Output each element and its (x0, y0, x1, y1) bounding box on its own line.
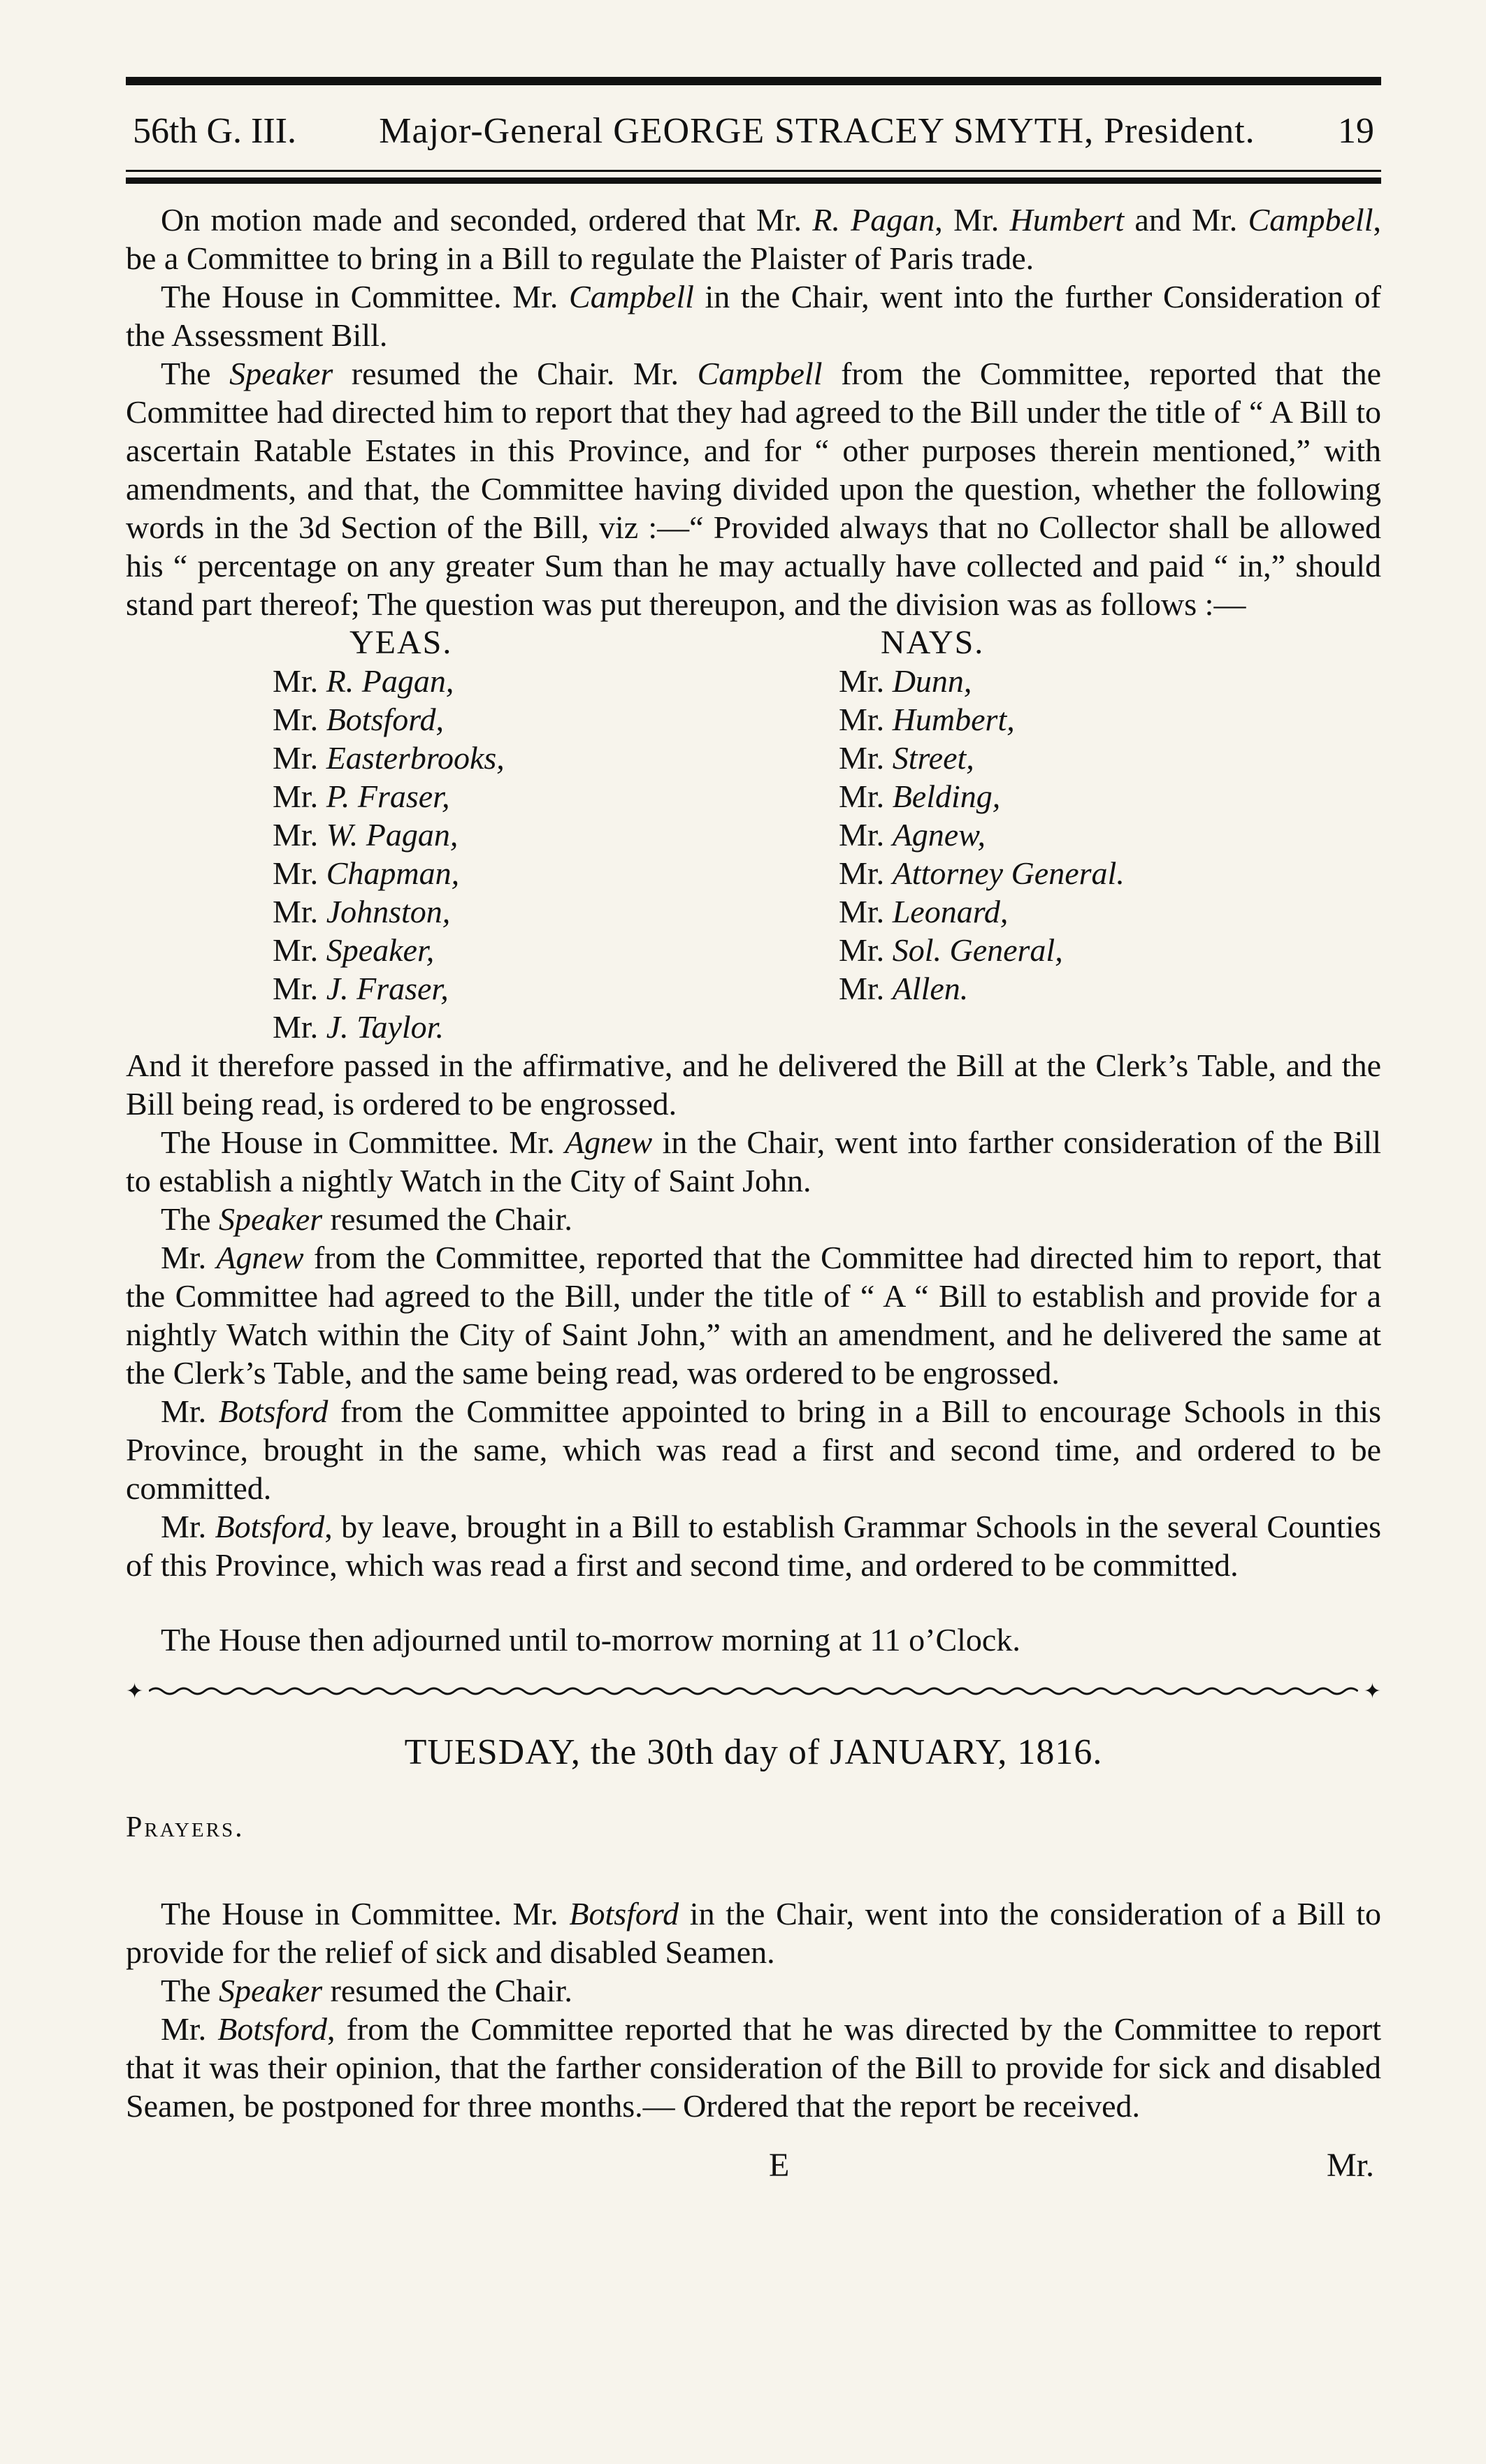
yeas-name-row: Mr. Botsford, (273, 702, 444, 737)
nays-name-row: Mr. Agnew, (839, 817, 986, 853)
page-number: 19 (1337, 111, 1374, 151)
nays-name-row: Mr. Dunn, (839, 663, 972, 699)
yeas-name-row: Mr. R. Pagan, (273, 663, 454, 699)
page-footer (126, 2146, 1381, 2184)
day-heading: TUESDAY, the 30th day of JANUARY, 1816. (404, 1732, 1103, 1772)
paragraph-schools-bill: Mr. Botsford from the Committee appointed to bring in a Bill to encourage Schools in this Province, brought in the same, which was read a first and second time, and ordered to be committed. (126, 1393, 1381, 1506)
yeas-heading: YEAS. (349, 624, 453, 661)
catchword: Mr. (1326, 2147, 1374, 2184)
nays-name-row: Mr. Belding, (839, 778, 1001, 814)
ornament-left-icon: ✦ (126, 1679, 144, 1703)
running-title: Major-General GEORGE STRACEY SMYTH, President. (379, 111, 1255, 151)
paragraph-speaker-resumed-2: The Speaker resumed the Chair. (161, 1973, 572, 2008)
yeas-column (126, 623, 839, 1046)
paragraph-committee-plaister: On motion made and seconded, ordered that Mr. R. Pagan, Mr. Humbert and Mr. Campbell, be a Committee to bring in a Bill to regulate the Plaister of Paris trade. (126, 202, 1381, 276)
signature-mark: E (769, 2147, 790, 2184)
adjournment-line: The House then adjourned until to-morrow morning at 11 o’Clock. (161, 1622, 1020, 1658)
paragraph-watch-report: Mr. Agnew from the Committee, reported that the Committee had directed him to report, that the Committee had agreed to the Bill, under the title of “ A “ Bill to establish and provide for a nightly Watch within the City of Saint John,” with an amendment, and he delivered the same at the Clerk’s Table, and the same being read, was ordered to be engrossed. (126, 1240, 1381, 1391)
nays-name-row: Mr. Allen. (839, 971, 969, 1006)
paragraph-seamen-report: Mr. Botsford, from the Committee reported that he was directed by the Committee to report that it was their opinion, that the farther consideration of the Bill to provide for sick and disabled Seamen, be postponed for three months.— Ordered that the report be received. (126, 2011, 1382, 2124)
header-top-rule (126, 77, 1381, 85)
paragraph-seamen-committee: The House in Committee. Mr. Botsford in the Chair, went into the consideration of a Bill to provide for the relief of sick and disabled Seamen. (126, 1896, 1382, 1970)
ornament-right-icon: ✦ (1363, 1679, 1381, 1703)
paragraph-watch-committee: The House in Committee. Mr. Agnew in the Chair, went into farther consideration of the Bill to establish a nightly Watch in the City of Saint John. (126, 1124, 1382, 1198)
paragraph-speaker-resumed: The Speaker resumed the Chair. (161, 1201, 572, 1237)
yeas-names (273, 662, 839, 1046)
yeas-name-row: Mr. Chapman, (273, 855, 460, 891)
nays-names (839, 662, 1381, 1008)
prayers-heading: Prayers. (126, 1811, 245, 1843)
paragraph-assessment-report: The Speaker resumed the Chair. Mr. Campbell from the Committee, reported that the Committee had directed him to report that they had agreed to the Bill under the title of “ A Bill to ascertain Ratable Estates in this Province, and for “ other purposes therein mentioned,” with amendments, and that, the Committee having divided upon the question, whether the following words in the 3d Section of the Bill, viz :—“ Provided always that no Collector shall be allowed his “ percentage on any greater Sum than he may actually have collected and paid “ in,” should stand part thereof; The question was put thereupon, and the division was as follows :— (126, 356, 1381, 622)
nays-name-row: Mr. Leonard, (839, 894, 1009, 929)
yeas-name-row: Mr. Speaker, (273, 932, 435, 968)
yeas-name-row: Mr. W. Pagan, (273, 817, 459, 853)
nays-name-row: Mr. Street, (839, 740, 974, 776)
nays-name-row: Mr. Humbert, (839, 702, 1015, 737)
paragraph-assessment-committee: The House in Committee. Mr. Campbell in the Chair, went into the further Consideration of the Assessment Bill. (126, 279, 1381, 353)
nays-column (839, 623, 1381, 1046)
yeas-name-row: Mr. P. Fraser, (273, 778, 450, 814)
nays-name-row: Mr. Attorney General. (839, 855, 1125, 891)
regnal-year: 56th G. III. (133, 111, 296, 151)
yeas-name-row: Mr. J. Taylor. (273, 1009, 444, 1045)
ornamental-rule (126, 1681, 1381, 1701)
yeas-name-row: Mr. Johnston, (273, 894, 451, 929)
division-list (126, 623, 1381, 1046)
paragraph-grammar-schools: Mr. Botsford, by leave, brought in a Bill to establish Grammar Schools in the several Counties of this Province, which was read a first and second time, and ordered to be committed. (126, 1509, 1381, 1583)
nays-heading: NAYS. (881, 624, 985, 661)
header-bottom-rule (126, 170, 1381, 184)
nays-name-row: Mr. Sol. General, (839, 932, 1063, 968)
running-header (126, 89, 1381, 170)
wavy-line-icon (149, 1684, 1358, 1698)
paragraph-affirmative: And it therefore passed in the affirmative, and he delivered the Bill at the Clerk’s Table, and the Bill being read, is ordered to be engrossed. (126, 1048, 1381, 1122)
yeas-name-row: Mr. J. Fraser, (273, 971, 449, 1006)
yeas-name-row: Mr. Easterbrooks, (273, 740, 505, 776)
